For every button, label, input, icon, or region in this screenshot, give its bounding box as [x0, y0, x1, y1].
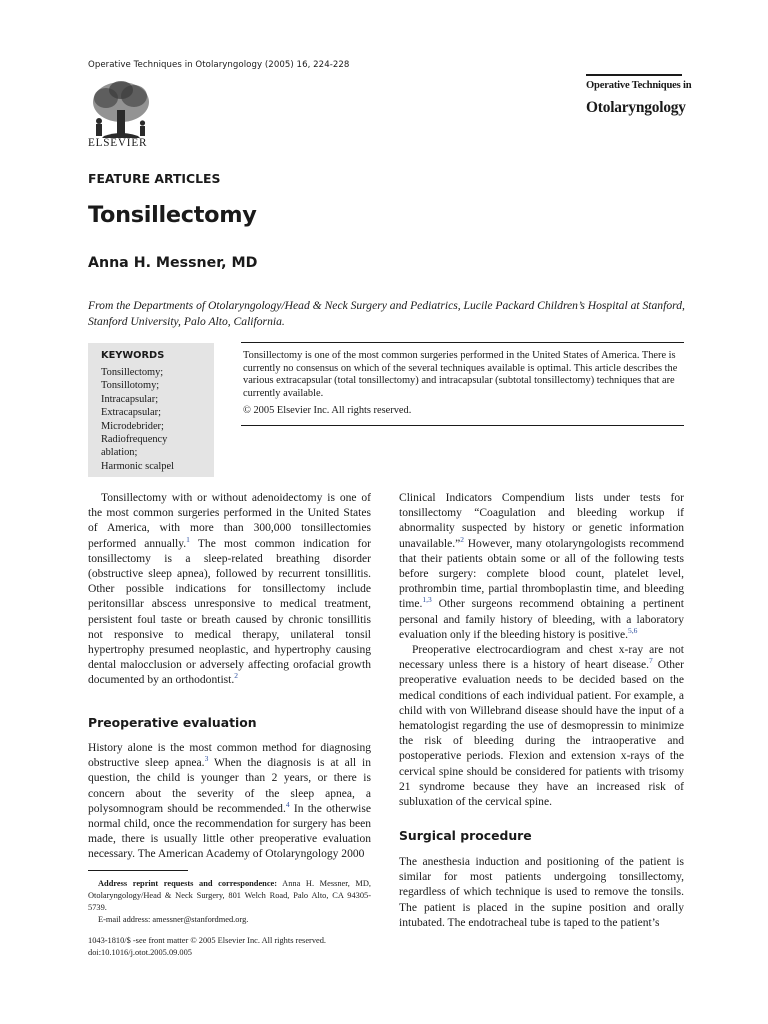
body-text: History alone is the most common method for diagnosing obstructive sleep apnea.: [88, 742, 371, 770]
issn-line: 1043-1810/$ -see front matter © 2005 Elsevier Inc. All rights reserved.: [88, 936, 327, 945]
correspondence-footnote: [88, 878, 371, 926]
citation-link[interactable]: 7: [649, 656, 653, 666]
keyword-item: Tonsillectomy;: [101, 367, 164, 378]
keywords-list: [101, 366, 211, 473]
body-text: The anesthesia induction and positioning of the patient is similar for most patients undergoing tonsillectomy, regardless of which technique is used to remove the tonsils. The patient is placed in the supine position and orally intubated. The endotracheal tube is taped to the patient’s: [399, 856, 684, 929]
body-text: The most common indication for tonsillectomy is a sleep-related breathing disorder (obstructive sleep apnea), followed by recurrent tonsillitis. Other possible indications for tonsillectomy include peritonsillar abscess unresponsive to medical treatment, persistent foul taste or breath caused by chronic tonsillitis not responsive to medical therapy, unilateral tonsil hypertrophy presumed neoplastic, and hypertrophy causing dental malocclusion or adversely affecting orofacial growth documented by an orthodontist.: [88, 537, 371, 687]
citation-link[interactable]: 2: [234, 671, 238, 681]
citation-link[interactable]: 1: [186, 534, 190, 544]
section-label: FEATURE ARTICLES: [88, 171, 221, 186]
author-name: Anna H. Messner, MD: [88, 255, 258, 271]
body-text: Clinical Indicators Compendium lists under tests for tonsillectomy “Coagulation and bleeding workup if abnormality suspected by history or genetic information unavailable.”: [399, 492, 684, 550]
citation-link[interactable]: 3: [204, 754, 209, 764]
surgical-paragraph: [399, 855, 684, 931]
brand-rule: [586, 74, 682, 76]
body-text: Tonsillectomy with or without adenoidectomy is one of the most common surgeries performed in the United States of America, with more than 300,000 tonsillectomies performed annually.: [88, 492, 371, 550]
keyword-item: Extracapsular;: [101, 407, 162, 419]
citation-link[interactable]: 2: [460, 534, 464, 544]
keyword-item: Tonsillotomy;: [101, 380, 160, 392]
publisher-name: ELSEVIER: [88, 137, 148, 149]
body-text: However, many otolaryngologists recommend that their patients obtain some or all of the following tests before surgery: complete blood count, platelet level, prothrombin time, partial thromboplastin time, and bleeding time.: [399, 537, 684, 611]
body-text: Preoperative electrocardiogram and chest x-ray are not necessary unless there is a history of heart disease.: [399, 644, 684, 672]
citation-link[interactable]: 4: [285, 799, 290, 809]
citation-link[interactable]: 1,3: [422, 595, 432, 605]
preop-paragraph: [88, 741, 371, 863]
section-heading-preoperative: Preoperative evaluation: [88, 715, 257, 730]
preop-continued: [399, 491, 684, 810]
footnote-address: Anna H. Messner, MD, Otolaryngology/Head & Neck Surgery, 801 Welch Road, Palo Alto, CA 94305-5739.: [88, 879, 371, 912]
body-text: Other surgeons recommend obtaining a pertinent personal and family history of bleeding, with a laboratory evaluation only if the bleeding history is positive.: [399, 598, 684, 641]
article-title: Tonsillectomy: [88, 202, 257, 228]
keywords-title: KEYWORDS: [101, 350, 165, 361]
keyword-item: Microdebrider;: [101, 420, 164, 432]
journal-brand-line2: Otolaryngology: [586, 99, 686, 116]
abstract-rule-bottom: [241, 425, 684, 426]
keyword-item: Harmonic scalpel: [101, 460, 174, 472]
keyword-item: Intracapsular;: [101, 393, 159, 405]
abstract-text: Tonsillectomy is one of the most common surgeries performed in the United States of America. There is currently no consensus on which of the several techniques available is optimal. This article describes the various extracapsular (total tonsillectomy) and intracapsular (subtotal tonsillectomy) techniques that are currently available.: [243, 350, 678, 399]
journal-citation: Operative Techniques in Otolaryngology (2005) 16, 224-228: [88, 60, 350, 70]
abstract-rule-top: [241, 342, 684, 343]
doi-link[interactable]: doi:10.1016/j.otot.2005.09.005: [88, 948, 192, 957]
issn-doi: [88, 935, 378, 959]
footnote-email[interactable]: E-mail address: amessner@stanfordmed.org.: [98, 915, 249, 924]
footnote-rule: [88, 870, 188, 871]
author-affiliation: From the Departments of Otolaryngology/Head & Neck Surgery and Pediatrics, Lucile Packard Children’s Hospital at Stanford, Stanford University, Palo Alto, California.: [88, 299, 685, 328]
keywords-box: [88, 343, 214, 477]
journal-brand-line1: Operative Techniques in: [586, 80, 692, 91]
intro-paragraph: [88, 491, 371, 689]
section-heading-surgical: Surgical procedure: [399, 828, 532, 843]
footnote-label: Address reprint requests and correspondence:: [98, 879, 278, 888]
body-text: Other preoperative evaluation needs to be decided based on the medical conditions of each individual patient. For example, a child with von Willebrand disease should have the input of a hematologist regarding the use of desmopressin to minimize the risk of bleeding during the intraoperative and postoperative periods. Flexion and extension x-rays of the cervical spine should be considered for patients with trisomy 21 syndrome because they have an increased risk of subluxation of the cervical spine.: [399, 659, 684, 809]
keyword-item: Radiofrequency: [101, 434, 168, 446]
citation-link[interactable]: 5,6: [627, 625, 638, 635]
keyword-item: ablation;: [101, 447, 138, 459]
body-text: In the otherwise normal child, once the recommendation for surgery has been made, there is usually little other preoperative evaluation necessary. The American Academy of Otolaryngology 2000: [88, 802, 371, 861]
abstract-copyright: © 2005 Elsevier Inc. All rights reserved.: [243, 405, 412, 416]
body-text: When the diagnosis is at all in question, the child is younger than 2 years, or there is concern about the severity of the sleep apnea, a polysomnogram should be recommended.: [88, 757, 371, 815]
